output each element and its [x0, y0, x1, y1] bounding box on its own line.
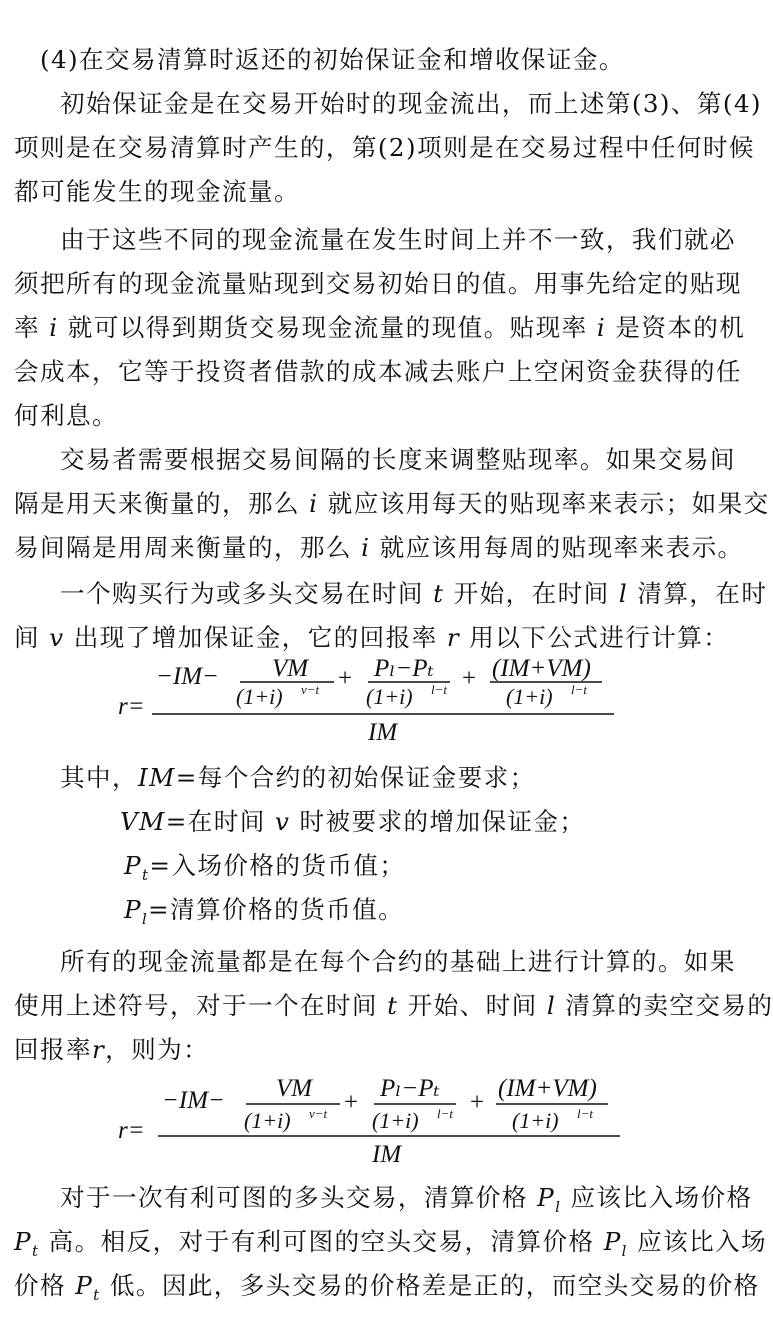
math-symbol: v: [274, 807, 291, 836]
formula-plus: +: [338, 665, 353, 692]
text-line: 会成本，它等于投资者借款的成本减去账户上空闲资金获得的任: [14, 357, 742, 386]
math-symbol: v: [49, 623, 65, 652]
formula-price-diff: Pₗ−Pₜ: [380, 1075, 440, 1102]
math-symbol: l: [546, 991, 557, 1020]
text-run: ，则为：: [105, 1035, 210, 1064]
text-run: 就应该用每周的贴现率来表示。: [379, 533, 744, 562]
definition-im: [0, 756, 750, 800]
text-line: 都可能发生的现金流量。: [14, 177, 300, 206]
formula-margin-sum: (IM+VM): [492, 655, 591, 682]
text-line: [0, 1264, 760, 1308]
formula-exponent: v−t: [309, 1106, 328, 1121]
text-line: 项则是在交易清算时产生的，第(2)项则是在交易过程中任何时候: [14, 133, 755, 162]
text-line: [0, 616, 750, 660]
math-subscript: t: [93, 1285, 101, 1304]
math-symbol: P: [124, 895, 142, 924]
math-symbol: VM: [120, 807, 166, 836]
text-run: 易间隔是用周来衡量的，那么: [14, 533, 352, 562]
text-run: 用以下公式进行计算：: [469, 623, 730, 652]
text-run: 一个购买行为或多头交易在时间: [60, 579, 424, 608]
text-run: 开始、时间: [407, 991, 538, 1020]
text-run: 隔是用天来衡量的，那么: [14, 489, 300, 518]
formula-plus: +: [462, 665, 477, 692]
paragraph-long-trade: [0, 572, 768, 660]
text-run: 回报率: [14, 1035, 92, 1064]
text-run: 率: [14, 313, 40, 342]
formula-denom: (1+i): [236, 684, 283, 709]
formula-denom: (1+i): [244, 1108, 291, 1133]
math-subscript: l: [141, 909, 149, 928]
formula-margin-sum: (IM+VM): [498, 1075, 597, 1102]
text-line: [0, 1028, 750, 1072]
text-run: 是资本的机: [615, 313, 746, 342]
text-line: 交易者需要根据交易间隔的长度来调整贴现率。如果交易间: [60, 445, 736, 474]
text-line: 何利息。: [14, 401, 118, 430]
formula-lhs: r=: [118, 1117, 145, 1144]
text-run: 高。相反，对于有利可图的空头交易，清算价格: [48, 1227, 595, 1256]
formula-minus-im: −IM−: [156, 663, 219, 690]
formula-denom: (1+i): [512, 1108, 559, 1133]
math-subscript: l: [555, 1197, 562, 1216]
text-line: [0, 526, 750, 570]
math-symbol: i: [361, 533, 371, 562]
math-subscript: t: [31, 1241, 40, 1260]
text-run: =入场价格的货币值；: [149, 851, 406, 880]
text-line: [0, 984, 773, 1028]
text-line: [0, 1176, 753, 1220]
text-run: =在时间: [165, 807, 266, 836]
definition-pt: [0, 844, 750, 888]
math-symbol: i: [49, 313, 59, 342]
math-symbol: r: [446, 623, 461, 652]
formula-denom: (1+i): [366, 684, 413, 709]
text-run: 开始，在时间: [453, 579, 610, 608]
formula-minus-im: −IM−: [162, 1087, 225, 1114]
text-run: =每个合约的初始保证金要求；: [175, 763, 536, 792]
math-subscript: l: [621, 1241, 628, 1260]
math-symbol: i: [596, 313, 607, 342]
formula-plus: +: [344, 1089, 359, 1116]
text-line: [0, 482, 770, 526]
text-run: 使用上述符号，对于一个在时间: [14, 991, 378, 1020]
formula-vm: VM: [272, 655, 309, 682]
formula-price-diff: Pₗ−Pₜ: [374, 655, 434, 682]
text-run: 应该比入场价格: [570, 1183, 753, 1212]
text-run: 对于一次有利可图的多头交易，清算价格: [60, 1183, 528, 1212]
paragraph-item-4: [0, 38, 750, 82]
text-line: 须把所有的现金流量贴现到交易初始日的值。用事先给定的贴现: [14, 269, 742, 298]
paragraph-discounting: [0, 218, 750, 438]
text-run: 就应该用每天的贴现率来表示；如果交: [327, 489, 770, 518]
text-line: 初始保证金是在交易开始时的现金流出，而上述第(3)、第(4): [60, 89, 762, 118]
text-run: 清算，在时: [637, 579, 768, 608]
definition-pl: [0, 888, 750, 932]
formula-lhs: r=: [118, 693, 145, 720]
math-symbol: i: [309, 489, 319, 518]
formula-exponent: v−t: [301, 682, 320, 697]
text-line: (4)在交易清算时返还的初始保证金和增收保证金。: [40, 45, 625, 74]
math-symbol: l: [618, 579, 629, 608]
formula-exponent: l−t: [437, 1106, 453, 1121]
formula-denom: (1+i): [506, 684, 553, 709]
formula-plus: +: [470, 1089, 485, 1116]
paragraph-short-trade: [0, 940, 773, 1072]
text-run: 低。因此，多头交易的价格差是正的，而空头交易的价格: [109, 1271, 760, 1300]
formula-short-return: [0, 1070, 750, 1170]
text-run: 出现了增加保证金，它的回报率: [73, 623, 438, 652]
math-symbol: t: [433, 579, 445, 608]
formula-exponent: l−t: [577, 1106, 593, 1121]
definition-vm: [0, 800, 750, 844]
math-subscript: t: [141, 865, 150, 884]
formula-denom: (1+i): [372, 1108, 419, 1133]
text-run: 清算的卖空交易的: [565, 991, 773, 1020]
text-line: 由于这些不同的现金流量在发生时间上并不一致，我们就必: [60, 225, 736, 254]
math-symbol: P: [75, 1271, 94, 1300]
text-run: 应该比入场: [637, 1227, 768, 1256]
paragraph-interval: [0, 438, 770, 570]
formula-vm: VM: [276, 1075, 313, 1102]
math-symbol: t: [387, 991, 399, 1020]
math-symbol: P: [537, 1183, 556, 1212]
formula-exponent: l−t: [571, 682, 587, 697]
paragraph-price-difference: [0, 1176, 768, 1308]
text-run: 间: [14, 623, 40, 652]
text-line: 所有的现金流量都是在每个合约的基础上进行计算的。如果: [60, 947, 736, 976]
formula-main-denominator: IM: [368, 719, 398, 746]
text-line: [0, 306, 750, 350]
text-run: 就可以得到期货交易现金流量的现值。贴现率: [67, 313, 588, 342]
formula-exponent: l−t: [431, 682, 447, 697]
math-symbol: P: [14, 1227, 32, 1256]
text-run: 价格: [14, 1271, 66, 1300]
formula-main-denominator: IM: [372, 1141, 402, 1168]
math-symbol: IM: [137, 763, 176, 792]
text-line: [0, 1220, 768, 1264]
math-symbol: P: [124, 851, 142, 880]
formula-long-return: [0, 656, 750, 756]
paragraph-initial-margin: [0, 82, 762, 214]
text-line: [0, 572, 768, 616]
text-run: 时被要求的增加保证金；: [299, 807, 586, 836]
text-run: =清算价格的货币值。: [148, 895, 405, 924]
text-run: 其中，: [60, 763, 138, 792]
math-symbol: r: [91, 1035, 106, 1064]
math-symbol: P: [603, 1227, 622, 1256]
definition-list: [0, 756, 750, 932]
